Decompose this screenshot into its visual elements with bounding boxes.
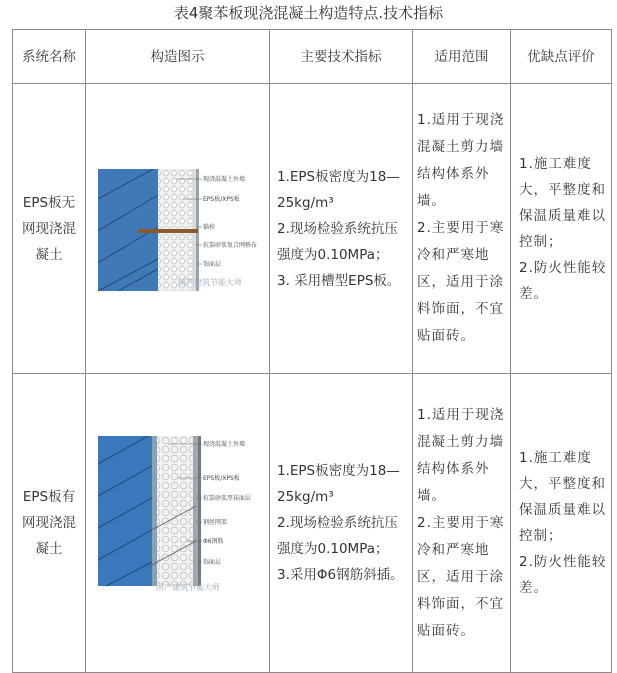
tech-cell (270, 84, 413, 374)
scope-cell (413, 374, 511, 673)
table-row (13, 84, 612, 374)
header-evaluation: 优缺点评价 (511, 30, 612, 84)
eval-cell (511, 374, 612, 673)
scope-item: 1.适用于现浇混凝土剪力墙结构体系外墙。 (417, 406, 505, 504)
header-system-name: 系统名称 (13, 30, 86, 84)
figure-label: Φ6钢筋 (203, 538, 224, 545)
scope-item: 1.适用于现浇混凝土剪力墙结构体系外墙。 (417, 112, 505, 209)
watermark: 国产建筑节能大师 (178, 278, 242, 287)
table-row (13, 374, 612, 673)
tech-item: 1.EPS板密度为18—25kg/m³ (277, 168, 400, 211)
figure-label: 钢丝网架 (203, 519, 228, 526)
figure-cell (86, 374, 270, 673)
tech-item: 3.采用Φ6钢筋斜插。 (277, 567, 404, 583)
watermark: 国产建筑节能大师 (156, 583, 220, 592)
eval-cell (511, 84, 612, 374)
eval-item: 2.防火性能较差。 (519, 259, 607, 302)
system-name: EPS板有网现浇混凝土 (13, 374, 86, 673)
construction-diagram (98, 169, 260, 291)
figure-cell (86, 84, 270, 374)
scope-cell (413, 84, 511, 374)
scope-item: 2.主要用于寒冷和严寒地区，适用于涂料饰面，不宜贴面砖。 (417, 220, 505, 344)
figure-label: 饰面层 (203, 261, 222, 268)
construction-diagram (98, 436, 262, 594)
eval-item: 1.施工难度大，平整度和保温质量难以控制； (519, 155, 606, 250)
header-figure: 构造图示 (86, 30, 270, 84)
figure-label: 现浇混凝土外墙 (203, 441, 246, 448)
figure-label: 锚栓 (203, 224, 216, 231)
scope-item: 2.主要用于寒冷和严寒地区，适用于涂料饰面，不宜贴面砖。 (417, 514, 505, 639)
tech-item: 2.现场检验系统抗压强度为0.10MPa； (277, 515, 398, 557)
figure-label: EPS板/XPS板 (203, 196, 240, 203)
eval-item: 2.防火性能较差。 (519, 554, 607, 596)
system-name: EPS板无网现浇混凝土 (13, 84, 86, 374)
figure-label: EPS板/XPS板 (203, 475, 240, 482)
tech-table (12, 29, 612, 673)
concrete-wall (98, 436, 152, 586)
figure-label: 现浇混凝土外墙 (203, 176, 246, 183)
steel-mesh (193, 436, 198, 586)
header-tech-indicators: 主要技术指标 (270, 30, 413, 84)
tech-item: 2.现场检验系统抗压强度为0.10MPa； (277, 220, 398, 263)
header-scope: 适用范围 (413, 30, 511, 84)
figure-label: 抗裂砂浆厚抹面层 (203, 495, 252, 502)
tech-item: 1.EPS板密度为18—25kg/m³ (277, 463, 400, 505)
figure-label: 抗裂砂浆复合网格布 (203, 242, 258, 249)
header-row (13, 30, 612, 84)
tech-item: 3. 采用槽型EPS板。 (277, 272, 401, 289)
figure-label: 饰面层 (203, 559, 222, 566)
tech-cell (270, 374, 413, 673)
table-title: 表4聚苯板现浇混凝土构造特点.技术指标 (173, 4, 444, 22)
eval-item: 1.施工难度大，平整度和保温质量难以控制； (519, 450, 606, 544)
anchor-bolt (138, 229, 198, 233)
